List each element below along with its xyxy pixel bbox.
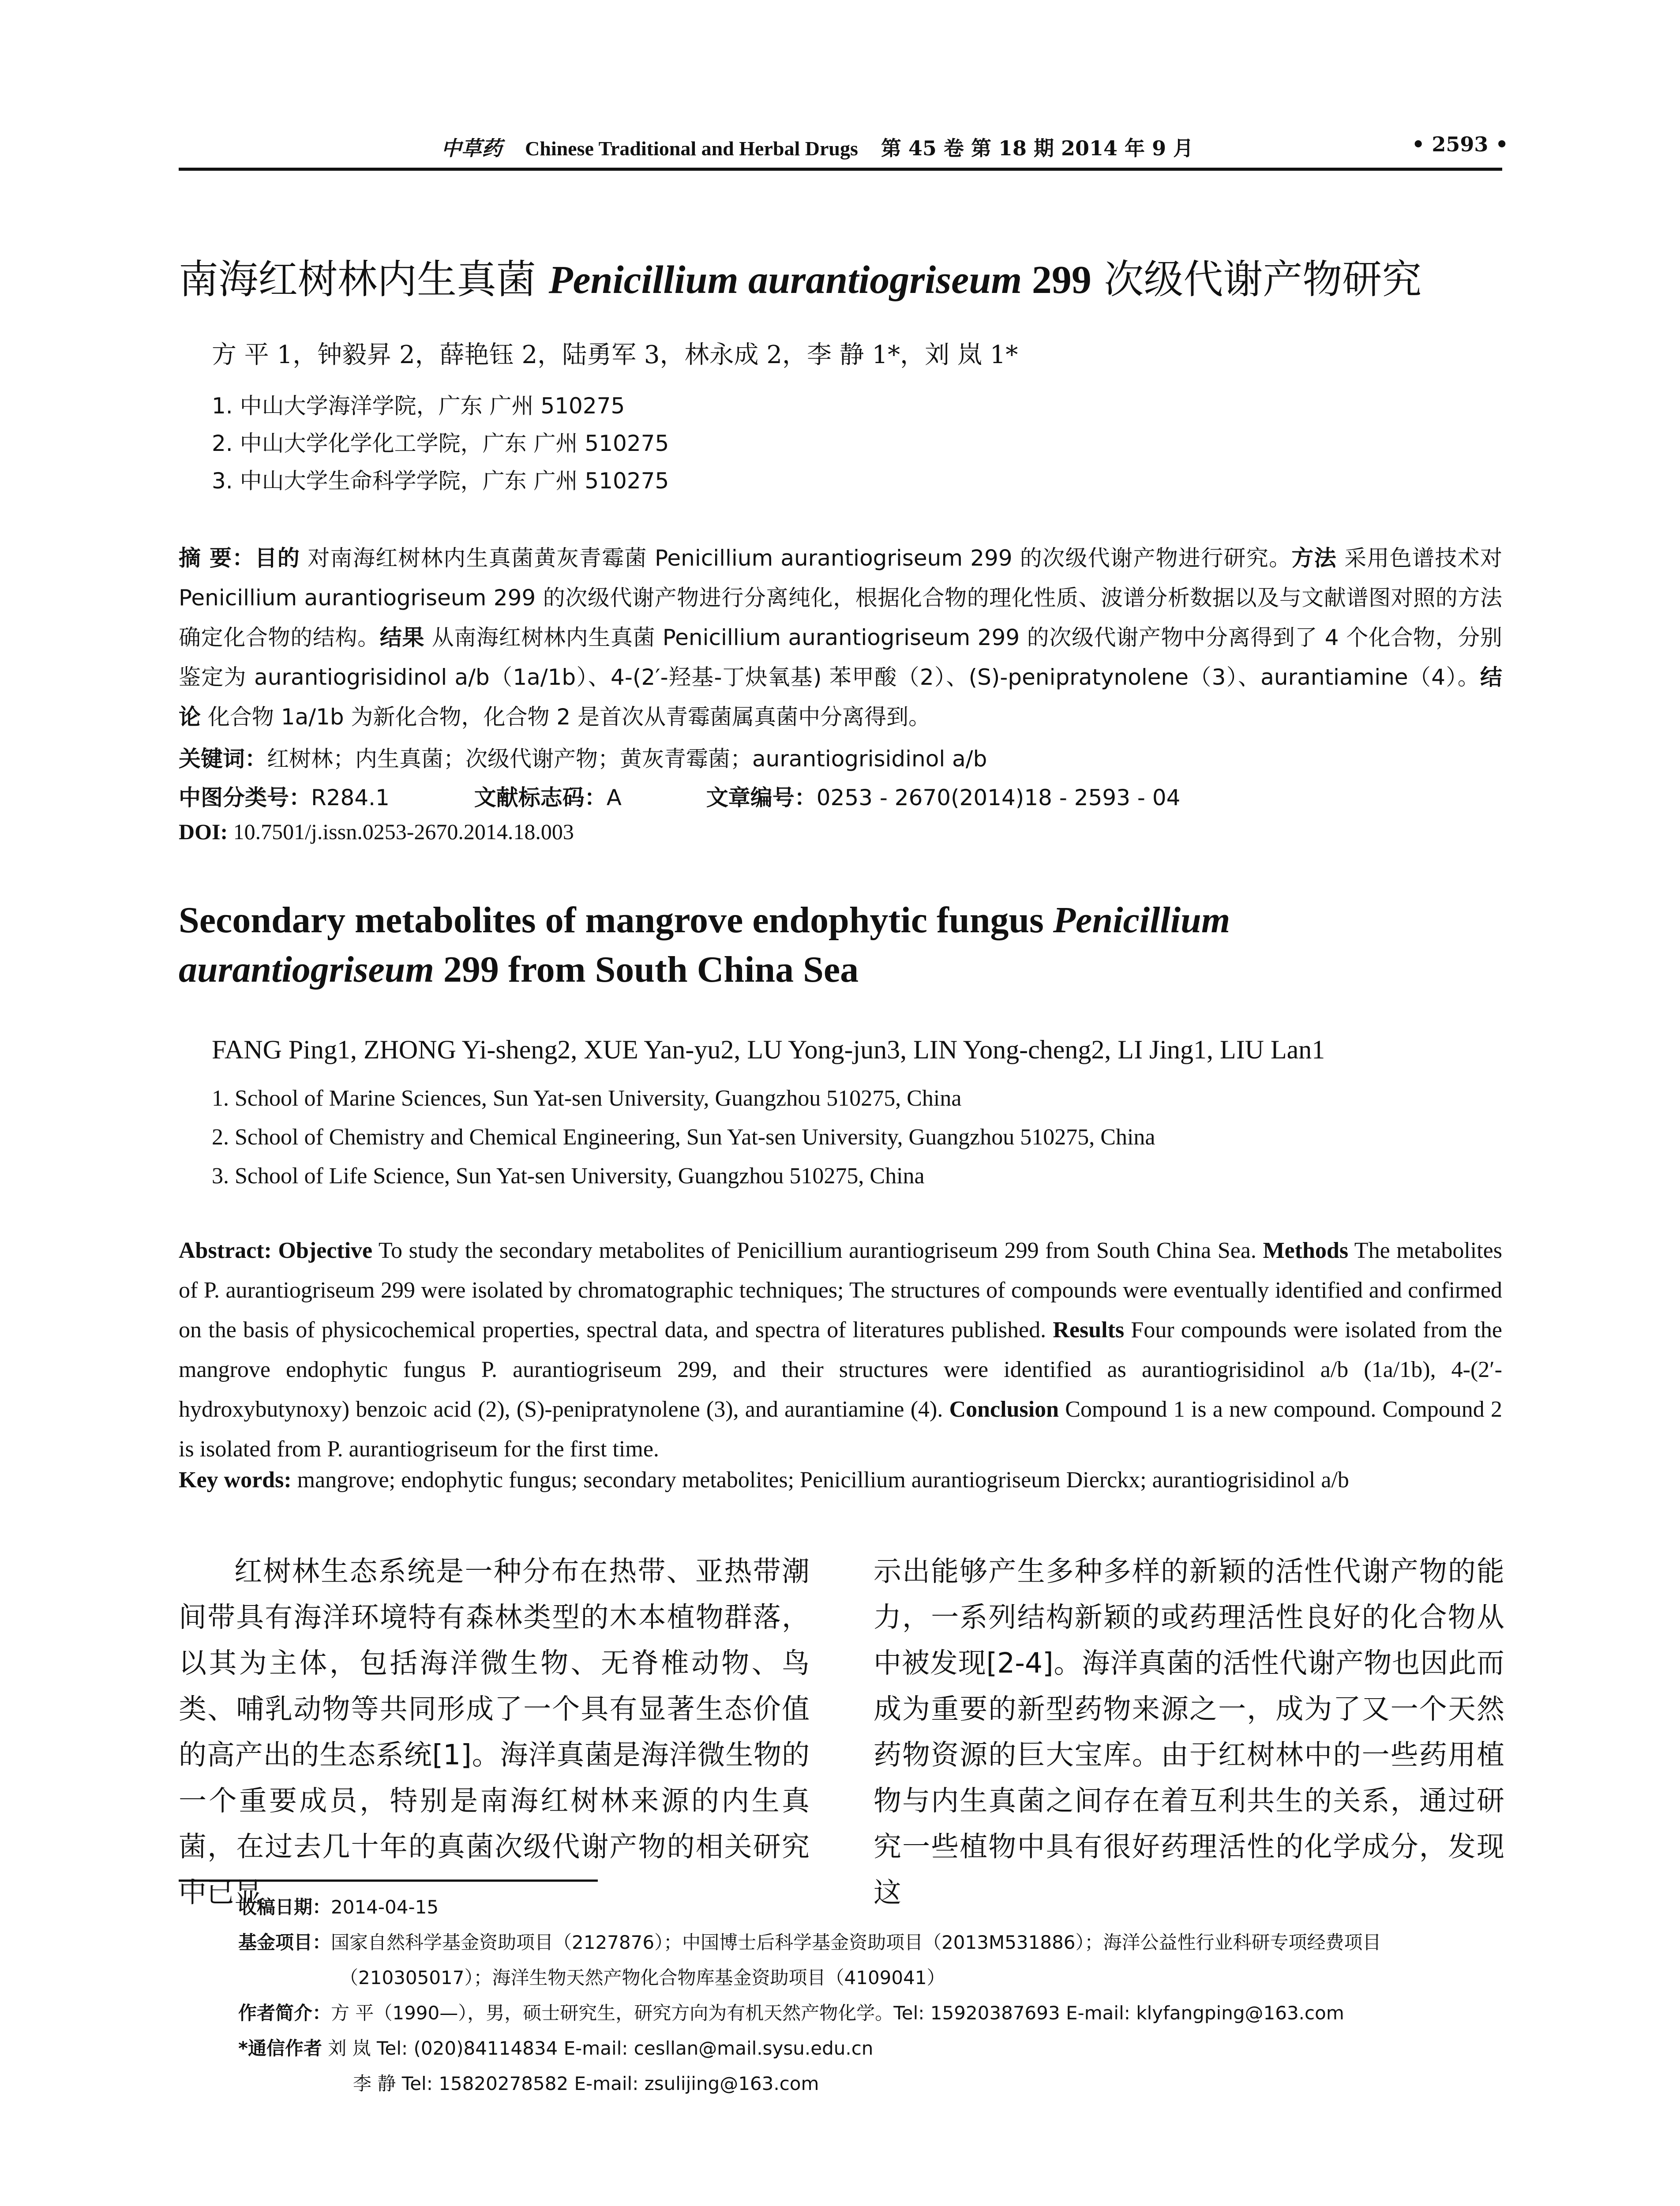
abstract-cn-objective: 对南海红树林内生真菌黄灰青霉菌 Penicillium aurantiogriseum 299 的次级代谢产物进行研究。 <box>300 545 1292 571</box>
bio-text: 方 平（1990—），男，硕士研究生，研究方向为有机天然产物化学。Tel: 15920387693 E-mail: klyfangping@163.com <box>331 2002 1344 2024</box>
page-number: • 2593 • <box>1412 132 1508 156</box>
affiliation-cn-1: 1. 中山大学海洋学院，广东 广州 510275 <box>212 393 625 419</box>
abstract-en-results: Four compounds were isolated from the mangrove endophytic fungus P. aurantiogriseum 299, and their structures were identified as aurantiogrisidinol a/b (1a/1b), 4-(2′-hydroxybutynoxy) benzoic acid (2), (S)-penipratynolene (3), and aurantiamine (4). <box>179 1317 1503 1422</box>
abstract-cn-results: 从南海红树林内生真菌 Penicillium aurantiogriseum 299 的次级代谢产物中分离得到了 4 个化合物，分别鉴定为 aurantiogrisidinol a/b（1a/1b）、4-(2′-羟基-丁炔氧基) 苯甲酸（2）、(S)-penipratynolene（3）、aurantiamine（4）。 <box>179 625 1503 690</box>
affiliation-en-3: 3. School of Life Science, Sun Yat-sen University, Guangzhou 510275, China <box>212 1163 925 1189</box>
article-number-label: 文章编号： <box>706 785 817 810</box>
affiliation-cn-2: 2. 中山大学化学化工学院，广东 广州 510275 <box>212 431 669 456</box>
title-cn-strain: 299 <box>1022 258 1091 302</box>
title-cn-species: Penicillium aurantiogriseum <box>548 258 1022 302</box>
abstract-cn-label: 摘 要： <box>179 545 255 571</box>
received-value: 2014-04-15 <box>331 1896 439 1918</box>
title-en-line2-species: aurantiogriseum <box>179 949 434 990</box>
classification-line <box>179 780 1180 812</box>
corresponding-author-2: 李 静 Tel: 15820278582 E-mail: zsulijing@163.com <box>353 2073 819 2094</box>
abstract-cn <box>179 538 1502 737</box>
doc-code-value: A <box>606 785 622 810</box>
fund-line-1: 国家自然科学基金资助项目（2127876）；中国博士后科学基金资助项目（2013M531886）；海洋公益性行业科研专项经费项目 <box>331 1932 1381 1953</box>
footnote-fund-line-2: （210305017）；海洋生物天然产物化合物库基金资助项目（4109041） <box>340 1967 945 1988</box>
received-label: 收稿日期： <box>238 1896 331 1918</box>
article-number-value: 0253 - 2670(2014)18 - 2593 - 04 <box>816 785 1181 810</box>
keywords-en <box>179 1467 1502 1493</box>
bio-label: 作者简介： <box>238 2002 331 2024</box>
abstract-en-objective: To study the secondary metabolites of Penicillium aurantiogriseum 299 from South China Sea. <box>372 1238 1256 1263</box>
clc-value: R284.1 <box>311 785 390 810</box>
fund-label: 基金项目： <box>238 1932 331 1953</box>
keywords-en-label: Key words: <box>179 1467 292 1493</box>
header-rule <box>179 168 1502 171</box>
abstract-en-methods: The metabolites of P. aurantiogriseum 299 were isolated by chromatographic techniques; The structures of compounds were eventually identified and confirmed on the basis of physicochemical properties, spectral data, and spectra of literatures published. <box>179 1238 1502 1343</box>
abstract-cn-results-label: 结果 <box>379 625 425 650</box>
issue-info: 第 45 卷 第 18 期 2014 年 9 月 <box>881 136 1194 160</box>
authors-en: FANG Ping1, ZHONG Yi-sheng2, XUE Yan-yu2, LU Yong-jun3, LIN Yong-cheng2, LI Jing1, LIU Lan1 <box>212 1035 1325 1064</box>
title-cn-suffix: 次级代谢产物研究 <box>1091 256 1422 303</box>
title-cn-prefix: 南海红树林内生真菌 <box>179 256 549 303</box>
authors-cn: 方 平 1，钟毅昇 2，薛艳钰 2，陆勇军 3，林永成 2，李 静 1*，刘 岚 1* <box>212 341 1018 369</box>
title-en <box>179 896 1502 994</box>
doi-line <box>179 819 574 844</box>
abstract-cn-methods-label: 方法 <box>1291 545 1337 571</box>
abstract-cn-objective-label: 目的 <box>255 545 300 571</box>
footnote-fund <box>238 1928 1381 1955</box>
footnote-corresponding <box>238 2034 873 2060</box>
footnote-rule <box>179 1880 598 1882</box>
clc-label: 中图分类号： <box>179 785 311 810</box>
abstract-cn-methods: 采用色谱技术对 Penicillium aurantiogriseum 299 的次级代谢产物进行分离纯化，根据化合物的理化性质、波谱分析数据以及与文献谱图对照的方法确定化合物的结构。 <box>179 545 1502 650</box>
affiliation-cn-3: 3. 中山大学生命科学学院，广东 广州 510275 <box>212 468 669 494</box>
abstract-cn-conclusion: 化合物 1a/1b 为新化合物，化合物 2 是首次从青霉菌属真菌中分离得到。 <box>201 704 931 730</box>
keywords-cn-label: 关键词： <box>179 746 267 772</box>
title-en-line1-species: Penicillium <box>1053 900 1230 941</box>
doi-label: DOI: <box>179 819 228 844</box>
keywords-en-text: mangrove; endophytic fungus; secondary metabolites; Penicillium aurantiogriseum Dierckx; aurantiogrisidinol a/b <box>291 1467 1349 1493</box>
title-en-line2-suffix: 299 from South China Sea <box>434 949 859 990</box>
abstract-en-conclusion-label: Conclusion <box>949 1397 1059 1422</box>
journal-name-cn: 中草药 <box>441 136 502 160</box>
keywords-cn-text: 红树林；内生真菌；次级代谢产物；黄灰青霉菌；aurantiogrisidinol a/b <box>267 746 987 772</box>
abstract-en-methods-label: Methods <box>1263 1238 1349 1263</box>
corresponding-author-1: 刘 岚 Tel: (020)84114834 E-mail: cesllan@mail.sysu.edu.cn <box>322 2037 874 2059</box>
running-header <box>441 132 1193 161</box>
title-en-line1-prefix: Secondary metabolites of mangrove endophytic fungus <box>179 900 1053 941</box>
affiliation-en-2: 2. School of Chemistry and Chemical Engineering, Sun Yat-sen University, Guangzhou 510275, China <box>212 1125 1155 1150</box>
corresponding-label: *通信作者 <box>238 2037 322 2059</box>
abstract-en-label: Abstract: Objective <box>179 1238 373 1263</box>
body-column-left: 红树林生态系统是一种分布在热带、亚热带潮间带具有海洋环境特有森林类型的木本植物群落，以其为主体，包括海洋微生物、无脊椎动物、鸟类、哺乳动物等共同形成了一个具有显著生态价值的高产出的生态系统[1]。海洋真菌是海洋微生物的一个重要成员，特别是南海红树林来源的内生真菌，在过去几十年的真菌次级代谢产物的相关研究中已显 <box>179 1555 810 1909</box>
keywords-cn <box>179 741 987 773</box>
footnote-received <box>238 1893 439 1919</box>
affiliation-en-1: 1. School of Marine Sciences, Sun Yat-sen University, Guangzhou 510275, China <box>212 1086 962 1111</box>
title-cn <box>179 247 1421 304</box>
footnote-bio <box>238 1999 1344 2025</box>
abstract-en-conclusion: Compound 1 is a new compound. Compound 2 is isolated from P. aurantiogriseum for the first time. <box>179 1397 1502 1462</box>
abstract-en <box>179 1231 1502 1469</box>
doc-code-label: 文献标志码： <box>474 785 607 810</box>
abstract-en-results-label: Results <box>1053 1317 1125 1343</box>
journal-name-en: Chinese Traditional and Herbal Drugs <box>525 137 858 160</box>
body-column-right: 示出能够产生多种多样的新颖的活性代谢产物的能力，一系列结构新颖的或药理活性良好的化合物从中被发现[2-4]。海洋真菌的活性代谢产物也因此而成为重要的新型药物来源之一，成为了又一个天然药物资源的巨大宝库。由于红树林中的一些药用植物与内生真菌之间存在着互利共生的关系，通过研究一些植物中具有很好药理活性的化学成分，发现这 <box>874 1555 1504 1909</box>
doi-value: 10.7501/j.issn.0253-2670.2014.18.003 <box>228 819 574 844</box>
abstract-cn-conclusion-label: 结论 <box>179 664 1502 730</box>
